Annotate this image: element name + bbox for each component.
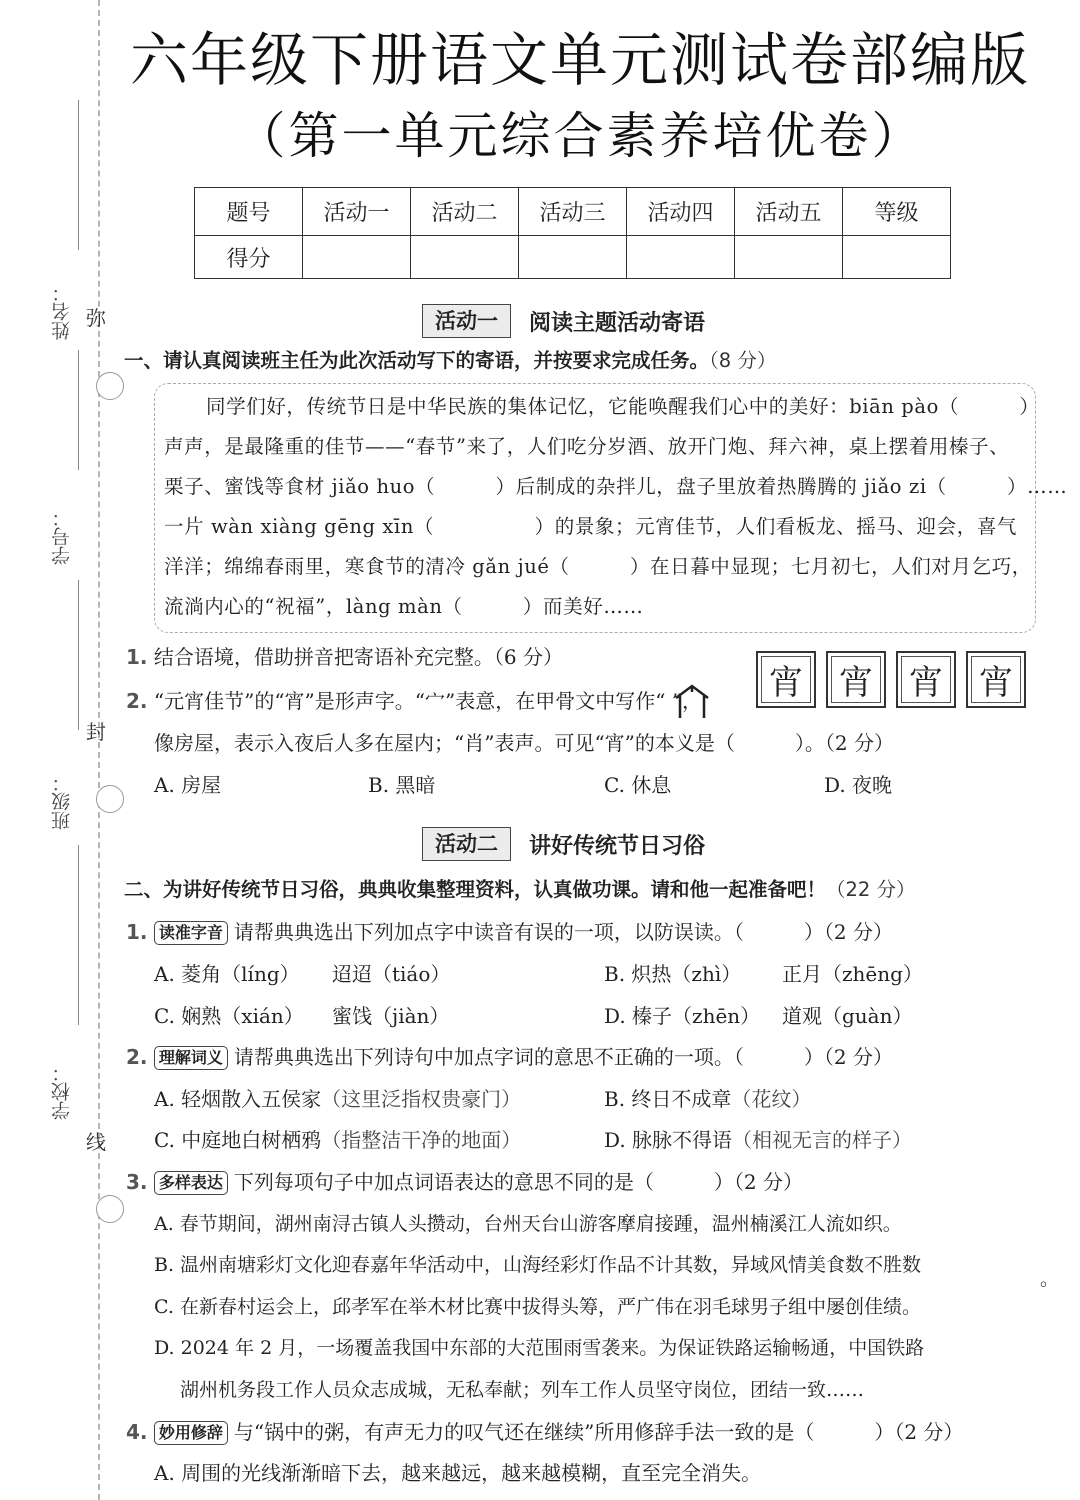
score-table	[194, 187, 951, 279]
option-c[interactable]: C. 休息	[604, 773, 672, 797]
option-text: B. 终日不成章	[604, 1087, 732, 1111]
option-text: D. 脉脉不得语	[604, 1128, 733, 1152]
a2-question-2	[126, 1043, 893, 1071]
option-b[interactable]: B. 炽热（zhì）	[604, 962, 742, 986]
activity1-header	[422, 303, 705, 339]
score-header-cell: 活动四	[627, 188, 735, 236]
question-tag: 妙用修辞	[154, 1421, 228, 1445]
class-label: 班级：	[51, 773, 73, 830]
binding-hole	[96, 1195, 124, 1223]
school-fill-line	[78, 845, 79, 1025]
option-text: A. 轻烟散入五侯家	[154, 1087, 322, 1111]
a2-question-1	[126, 918, 893, 946]
a2-q4-text: 与“锅中的粥，有声无力的叹气还在继续”所用修辞手法一致的是（ ）（2 分）	[233, 1420, 964, 1444]
option-d[interactable]: D. 2024 年 2 月，一场覆盖我国中东部的大范围雨雪袭来。为保证铁路运输畅通，中国铁路	[154, 1337, 925, 1359]
passage-line: 洋洋；绵绵春雨里，寒食节的清冷 gǎn jué（ ）在日暮中显现；七月初七，人们对月乞巧，	[164, 555, 1032, 578]
section1-text: 一、请认真阅读班主任为此次活动写下的寄语，并按要求完成任务。	[124, 349, 710, 372]
question-number: 4.	[126, 1420, 148, 1444]
oracle-roof-glyph-icon	[672, 682, 712, 722]
a2-q3-text: 下列每项句子中加点词语表达的意思不同的是（ ）（2 分）	[233, 1170, 803, 1194]
score-header-cell: 活动一	[303, 188, 411, 236]
option-note: （这里泛指权贵豪门）	[321, 1087, 522, 1111]
a1-question-1	[126, 643, 563, 671]
script-glyph: 宵	[971, 656, 1021, 703]
seal-char: 封	[86, 720, 106, 744]
name-fill-line	[78, 100, 79, 250]
section2-points: （22 分）	[826, 878, 916, 901]
option-c[interactable]: C. 娴熟（xián）	[154, 1004, 304, 1028]
script-glyph: 宵	[761, 656, 811, 703]
option-b-word: 正月（zhēng）	[782, 962, 923, 986]
script-glyph: 宵	[901, 656, 951, 703]
score-cell[interactable]	[519, 236, 627, 279]
page-subtitle: （第一单元综合素养培优卷）	[235, 107, 925, 165]
option-a[interactable]: A. 周围的光线渐渐暗下去，越来越远，越来越模糊，直至完全消失。	[154, 1461, 762, 1485]
stray-period: 。	[1040, 1268, 1060, 1290]
script-evolution-box	[966, 651, 1026, 708]
a2-q1-text: 请帮典典选出下列加点字中读音有误的一项，以防误读。（ ）（2 分）	[233, 920, 893, 944]
score-cell[interactable]	[627, 236, 735, 279]
option-text: C. 中庭地白树栖鸦	[154, 1128, 322, 1152]
section2-text: 二、为讲好传统节日习俗，典典收集整理资料，认真做功课。请和他一起准备吧！	[124, 878, 827, 901]
activity1-label: 活动一	[422, 304, 511, 338]
activity1-title: 阅读主题活动寄语	[529, 310, 706, 336]
question-number: 2.	[126, 1045, 148, 1069]
score-cell[interactable]	[735, 236, 843, 279]
section2-heading	[124, 876, 916, 904]
section1-points: （8 分）	[709, 349, 777, 372]
a2-question-4	[126, 1418, 963, 1446]
a1-question-2	[126, 687, 702, 715]
option-a-word: 迢迢（tiáo）	[332, 962, 451, 986]
score-header-cell: 题号	[195, 188, 303, 236]
page-title: 六年级下册语文单元测试卷部编版	[129, 26, 1030, 94]
class-fill-line	[78, 580, 79, 730]
option-a[interactable]: A. 菱角（líng）	[154, 962, 300, 986]
binding-hole	[96, 372, 124, 400]
question-number: 2.	[126, 689, 148, 713]
passage-line: 声声，是最隆重的佳节——“春节”来了，人们吃分岁酒、放开门炮、拜六神，桌上摆着用榛子、	[164, 435, 1010, 458]
a1-q2-text: “元宵佳节”的“宵”是形声字。“宀”表意，在甲骨文中写作“ ”，	[153, 689, 703, 713]
question-number: 1.	[126, 645, 148, 669]
passage-line: 栗子、蜜饯等食材 jiǎo huo（ ）后制成的杂拌儿，盘子里放着热腾腾的 jiǎo zi（ ）……	[164, 475, 1068, 498]
seal-char: 线	[86, 1130, 106, 1154]
question-number: 3.	[126, 1170, 148, 1194]
question-tag: 读准字音	[154, 921, 228, 945]
activity2-label: 活动二	[422, 827, 511, 861]
passage-line: 流淌内心的“祝福”，làng màn（ ）而美好……	[164, 595, 644, 618]
passage-line: 一片 wàn xiàng gēng xīn（ ）的景象；元宵佳节，人们看板龙、摇马、迎会，喜气	[164, 515, 1018, 538]
script-evolution-box	[896, 651, 956, 708]
option-d[interactable]: D. 夜晚	[824, 773, 893, 797]
score-header-cell: 活动三	[519, 188, 627, 236]
binding-hole	[96, 785, 124, 813]
script-glyph: 宵	[831, 656, 881, 703]
option-a[interactable]	[154, 1085, 521, 1113]
score-cell[interactable]	[411, 236, 519, 279]
score-cell[interactable]	[843, 236, 951, 279]
score-value-row	[195, 236, 951, 279]
question-tag: 多样表达	[154, 1171, 228, 1195]
option-note: （指整洁干净的地面）	[321, 1128, 522, 1152]
a1-q2-line2: 像房屋，表示入夜后人多在屋内；“肖”表声。可见“宵”的本义是（ ）。（2 分）	[154, 731, 894, 755]
a2-question-3	[126, 1168, 803, 1196]
script-evolution-box	[756, 651, 816, 708]
number-label: 学号：	[51, 508, 73, 565]
option-c[interactable]	[154, 1126, 521, 1154]
a1-q1-text: 结合语境，借助拼音把寄语补充完整。（6 分）	[153, 645, 563, 669]
a2-q2-text: 请帮典典选出下列诗句中加点字词的意思不正确的一项。（ ）（2 分）	[233, 1045, 893, 1069]
question-number: 1.	[126, 920, 148, 944]
option-d[interactable]: D. 榛子（zhēn）	[604, 1004, 761, 1028]
score-header-cell: 等级	[843, 188, 951, 236]
score-header-cell: 活动二	[411, 188, 519, 236]
option-d-continued: 湖州机务段工作人员众志成城，无私奉献；列车工作人员坚守岗位，团结一致……	[180, 1379, 865, 1401]
script-evolution-box	[826, 651, 886, 708]
score-row-label: 得分	[195, 236, 303, 279]
score-header-row	[195, 188, 951, 236]
seal-char: 弥	[86, 306, 106, 330]
section1-heading	[124, 347, 776, 375]
activity2-title: 讲好传统节日习俗	[529, 833, 706, 859]
option-note: （相视无言的样子）	[732, 1128, 913, 1152]
option-b[interactable]: B. 黑暗	[368, 773, 436, 797]
option-b[interactable]: B. 温州南塘彩灯文化迎春嘉年华活动中，山海经彩灯作品不计其数，异域风情美食数不胜数	[154, 1254, 922, 1276]
option-a[interactable]: A. 房屋	[154, 773, 222, 797]
score-header-cell: 活动五	[735, 188, 843, 236]
number-fill-line	[78, 350, 79, 470]
school-label: 学校：	[51, 1063, 73, 1120]
score-cell[interactable]	[303, 236, 411, 279]
question-tag: 理解词义	[154, 1046, 228, 1070]
activity2-header	[422, 826, 705, 862]
passage-line: 同学们好，传统节日是中华民族的集体记忆，它能唤醒我们心中的美好：biān pào（ ）	[206, 395, 1040, 418]
option-d-word: 道观（guàn）	[782, 1004, 913, 1028]
option-c-word: 蜜饯（jiàn）	[332, 1004, 450, 1028]
option-d[interactable]	[604, 1126, 912, 1154]
option-note: （花纹）	[731, 1087, 812, 1111]
binding-dashed-line	[98, 0, 100, 1500]
name-label: 姓名：	[51, 283, 73, 340]
option-b[interactable]	[604, 1085, 811, 1113]
option-a[interactable]: A. 春节期间，湖州南浔古镇人头攒动，台州天台山游客摩肩接踵，温州楠溪江人流如织。	[154, 1213, 902, 1235]
option-c[interactable]: C. 在新春村运会上，邱孝军在举木材比赛中拔得头筹，严广伟在羽毛球男子组中屡创佳绩。	[154, 1296, 921, 1318]
